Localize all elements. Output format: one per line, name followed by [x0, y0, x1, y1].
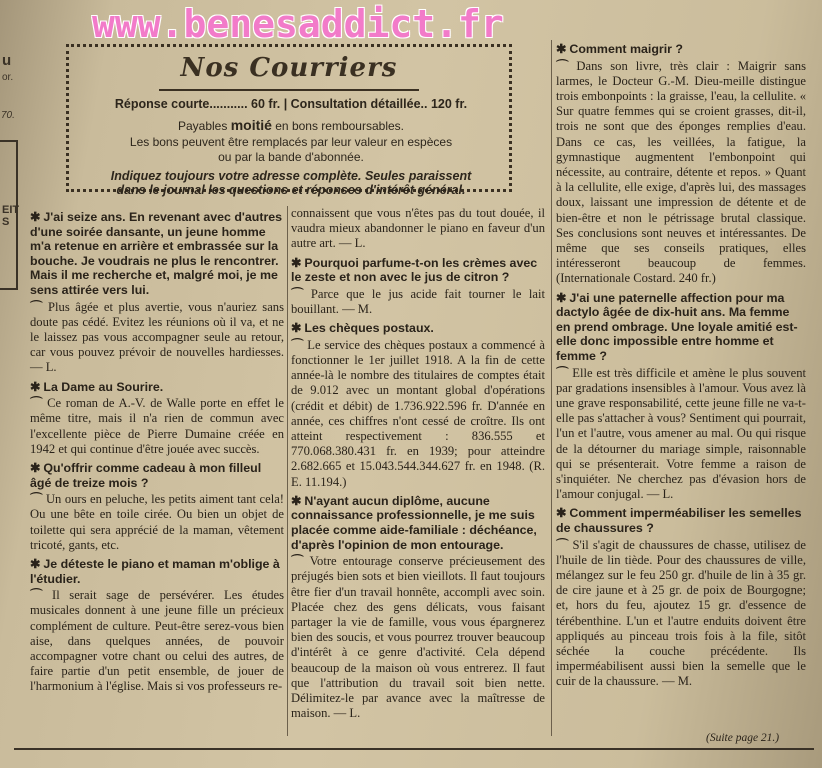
question-text: ✱ J'ai une paternelle affection pour ma dactylo âgée de dix-huit ans. Ma femme en prend ombrage. Une loyale amitié est-elle donc impossible entre homme et femme ?: [556, 290, 798, 364]
column-middle: [291, 206, 545, 723]
star-icon: ✱: [30, 379, 41, 394]
continued-on-page-note: (Suite page 21.): [706, 732, 780, 744]
qa-entry: [30, 380, 284, 457]
qa-entry: [291, 321, 545, 490]
answer-continuation: connaissent que vous n'êtes pas du tout douée, il vaudra mieux abandonner le piano en faveur d'un autre art. — L.: [291, 206, 545, 251]
watermark-text: www.benesaddict.fr: [92, 2, 504, 46]
qa-entry: [556, 506, 806, 689]
column-right: [556, 38, 806, 692]
answer-text: ⌒ Il serait sage de persévérer. Les études musicales donnent à une jeune fille un précieux complément de culture. Peut-être serez-vous bien aise, dans quelques années, de pouvoir accompagner votre chant ou celui des autres, de faire partie d'un petit ensemble, de jouer de l'harmonium à l'église. Mais si vos professeurs re-: [30, 588, 284, 694]
answer-text: ⌒ S'il s'agit de chaussures de chasse, utilisez de l'huile de lin tiède. Pour des chaussures de ville, mélangez sur le feu 250 gr. d'huile de lin à 35 gr. de cire jaune et à 25 gr. de poix de Bourgogne; et, hors du feu, ajoutez 15 gr. d'essence de térébenthine. L'un et l'autre enduits doivent être appliqués au pinceau trois fois à la file, sitôt séchée la couche précédente. Ils imperméabilisent aussi bien la semelle que le cuir de la chaussure. — M.: [556, 537, 806, 689]
answer-text: ⌒ Dans son livre, très clair : Maigrir sans larmes, le Docteur G.-M. Dieu-meille distingue trois embonpoints : la graisse, l'eau, la cellulite. « Sur quatre femmes qui se croient grasses, dit-il, trois ne sont que des éponges remplies d'eau. Dans ce cas, les veillées, la fatigue, la gymnastique augmentent l'embonpoint qui nécessite, au contraire, détente et repos. » Quant à la cellulite, elle exige, d'après lui, des massages doux, laissant une impression de détente et de bien-être et non le pétrissage brutal classique. Ses conclusions sont neuves et intéressantes. De même que ses conseils pratiques, elles intéresseront beaucoup de femmes. (Internationale Costard. 240 fr.): [556, 58, 807, 286]
edge-text-or: or.: [2, 72, 14, 83]
answer-text: ⌒ Ce roman de A.-V. de Walle porte en effet le même titre, mais il n'a rien de commun avec l'excellente pièce de Pierre Dumaine créée en 1942 et qui continue d'être jouée avec succès.: [30, 396, 284, 456]
edge-text-eit: EIT S: [2, 204, 20, 228]
edge-number: 70.: [1, 110, 15, 121]
question-text: ✱ Pourquoi parfume-t-on les crèmes avec le zeste et non avec le jus de citron ?: [291, 255, 538, 285]
header-title: Nos Courriers: [180, 53, 398, 83]
header-underline: [159, 89, 419, 91]
star-icon: ✱: [291, 493, 302, 508]
qa-entry: [30, 210, 284, 376]
reply-icon: ⌒: [30, 588, 50, 603]
answer-text: ⌒ Le service des chèques postaux a commencé à fonctionner le 1er juillet 1918. A la fin de cette année-là le nombre des titulaires de comptes était de 9.012 avec un montant global d'opérations (crédit et débit) de 1.736.922.596 fr. D'année en année, ces chiffres n'ont cessé de croître. Ils ont atteint respectivement : 836.555 et 770.068.380.431 fr. en 1939; pour atteindre 2.682.665 et 15.043.544.344.627 fr. en 1948. (R. E. 11.194.): [291, 337, 546, 489]
header-instructions-line2: dans le journal les questions et réponses d'intérêt général.: [116, 183, 466, 197]
question-text: ✱ Qu'offrir comme cadeau à mon filleul âgé de treize mois ?: [30, 460, 262, 490]
reply-icon: ⌒: [30, 396, 45, 411]
header-payment-bold: moitié: [230, 117, 272, 133]
edge-letter-u: u: [2, 52, 12, 69]
star-icon: ✱: [291, 255, 302, 270]
reply-icon: ⌒: [291, 554, 307, 569]
left-edge-fragment: [0, 40, 20, 300]
star-icon: ✱: [30, 556, 41, 571]
reply-icon: ⌒: [556, 365, 570, 380]
header-instructions-line1: Indiquez toujours votre adresse complète. Seules paraissent: [110, 169, 472, 183]
bottom-rule: [14, 748, 814, 750]
qa-entry: [291, 494, 545, 722]
star-icon: ✱: [291, 321, 302, 336]
reply-icon: ⌒: [30, 492, 43, 507]
header-payment: [75, 117, 507, 133]
header-payment-pre: Payables: [177, 119, 231, 133]
qa-entry: [291, 206, 545, 252]
answer-text: ⌒ Plus âgée et plus avertie, vous n'auriez sans doute pas cédé. Evitez les réunions où il va, et ne le laissez pas vous accompagner seule au retour, car vous pouvez prévoir de nouvelles hardiesses. — L.: [30, 299, 284, 375]
reply-icon: ⌒: [291, 337, 305, 352]
column-separator-2: [551, 40, 552, 736]
star-icon: ✱: [30, 210, 41, 224]
header-bons-line1: Les bons peuvent être remplacés par leur valeur en espèces: [129, 135, 453, 149]
column-left: [30, 206, 284, 697]
answer-text: ⌒ Elle est très difficile et amène le plus souvent par gradations insensibles à l'amour. Vous avez là une grave responsabilité, cette jeune fille ne va-t-elle pas s'attacher à vous? Sentiment qui pourrait, l'un et l'autre, vous amener au mal. Ou qui risque de la détourner du mariage simple, raisonnable qui se présenterait. Votre femme a raison de s'inquiéter. Ne cherchez pas d'évasion hors de l'amour conjugal. — L.: [556, 365, 807, 502]
header-payment-post: en bons remboursables.: [271, 119, 404, 133]
reply-icon: ⌒: [291, 286, 308, 301]
qa-entry: [291, 256, 545, 318]
question-text: ✱ J'ai seize ans. En revenant avec d'autres d'une soirée dansante, un jeune homme m'a retenue en arrière et embrassée sur la bouche. Je voudrais ne plus le rencontrer. Mais il me recherche et, malgré moi, je me sens attirée vers lui.: [30, 210, 283, 297]
column-separator-1: [287, 206, 288, 736]
question-text: ✱ La Dame au Sourire.: [30, 379, 164, 394]
question-text: ✱ Les chèques postaux.: [291, 321, 434, 336]
reply-icon: ⌒: [556, 537, 570, 552]
question-text: ✱ N'ayant aucun diplôme, aucune connaissance professionnelle, je me suis placée comme aide-familiale : déchéance, d'après l'opinion de mon entourage.: [291, 493, 537, 552]
answer-text: ⌒ Un ours en peluche, les petits aiment tant cela! Ou une bête en toile cirée. Ou bien un objet de toilette qui sera apprécié de la maman, vêtement tricoté, gants, etc.: [30, 492, 284, 552]
question-text: ✱ Comment imperméabiliser les semelles de chaussures ?: [556, 506, 802, 536]
qa-entry: [556, 291, 806, 503]
star-icon: ✱: [556, 506, 567, 521]
qa-entry: [30, 557, 284, 695]
reply-icon: ⌒: [556, 58, 574, 73]
star-icon: ✱: [556, 42, 567, 56]
star-icon: ✱: [30, 460, 41, 475]
courriers-header-box: [66, 44, 512, 197]
question-text: ✱ Je déteste le piano et maman m'oblige à l'étudier.: [30, 556, 280, 586]
header-bons-line2: ou par la bande d'abonnée.: [218, 150, 364, 164]
qa-entry: [556, 42, 806, 287]
header-rates: Réponse courte........... 60 fr. | Consultation détaillée.. 120 fr.: [114, 97, 468, 111]
qa-entry: [30, 461, 284, 553]
answer-text: ⌒ Parce que le jus acide fait tourner le lait bouillant. — M.: [291, 286, 545, 316]
question-text: ✱ Comment maigrir ?: [556, 42, 683, 56]
star-icon: ✱: [556, 290, 567, 305]
answer-text: ⌒ Votre entourage conserve précieusement des préjugés bien sots et bien vieillots. Il faut toujours être fier d'un travail honnête, accompli avec soin. Placée chez des gens délicats, vous faisant partager la vie de famille, vous vous épargnerez bien des soucis, et vous pourrez trouver beaucoup d'intérêt à ce genre d'activité. Cela dépend beaucoup de la maison où vous entrerez. Il faut que l'attribution du travail soit bien nette. Délimitez-le par avance avec la maîtresse de maison. — L.: [291, 554, 545, 721]
reply-icon: ⌒: [30, 299, 46, 314]
